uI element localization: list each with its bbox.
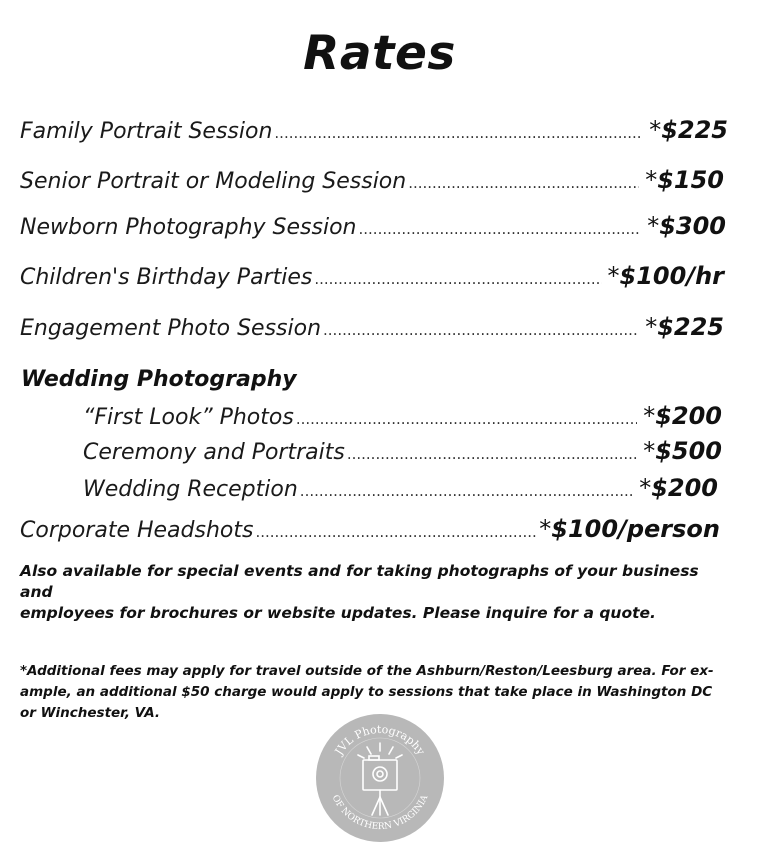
dot-leader [347,445,637,463]
rate-price: *$150 [645,166,724,194]
note-line: or Winchester, VA. [20,705,161,721]
rate-label: Family Portrait Session [20,119,273,144]
rate-row-family-portrait [20,116,728,144]
note-line: ample, an additional $50 charge would apply to sessions that take place in Washington DC [20,684,713,700]
rate-price: *$300 [647,212,726,240]
dot-leader [255,523,537,541]
logo-bottom-text: OF NORTHERN VIRGINIA [329,793,431,833]
rate-price: *$200 [639,474,718,502]
rate-price: *$100/person [539,515,720,543]
rate-label: Engagement Photo Session [20,316,322,341]
rate-row-first-look [83,402,722,430]
dot-leader [296,410,637,428]
dot-leader [314,270,601,288]
rate-row-newborn [20,212,726,240]
note-line: *Additional fees may apply for travel outside of the Ashburn/Reston/Leesburg area. For ex- [20,663,714,679]
dot-leader [408,174,639,192]
rate-label: Ceremony and Portraits [83,440,345,465]
rate-label: Newborn Photography Session [20,215,357,240]
rate-label: “First Look” Photos [83,405,294,430]
dot-leader [274,124,643,142]
jvl-photography-logo [315,713,445,843]
rate-label: Corporate Headshots [20,518,254,543]
rate-price: *$225 [649,116,728,144]
rate-price: *$225 [645,313,724,341]
logo-top-text: JVL Photography [332,722,428,758]
wedding-heading: Wedding Photography [21,367,297,392]
rate-row-engagement [20,313,724,341]
note-line: employees for brochures or website updates. Please inquire for a quote. [20,604,656,622]
rate-label: Senior Portrait or Modeling Session [20,169,407,194]
dot-leader [300,482,633,500]
rate-row-ceremony [83,437,722,465]
page-title: Rates [303,26,456,81]
rate-price: *$500 [643,437,722,465]
rate-label: Children's Birthday Parties [20,265,313,290]
rate-row-reception [83,474,718,502]
rate-row-senior-portrait [20,166,724,194]
rate-row-birthday [20,262,724,290]
special-events-note [20,561,735,624]
rate-price: *$100/hr [607,262,724,290]
dot-leader [323,321,639,339]
dot-leader [359,220,642,238]
rate-row-corporate [20,515,720,543]
rate-label: Wedding Reception [83,477,298,502]
rate-price: *$200 [643,402,722,430]
note-line: Also available for special events and for taking photographs of your business and [20,562,699,601]
